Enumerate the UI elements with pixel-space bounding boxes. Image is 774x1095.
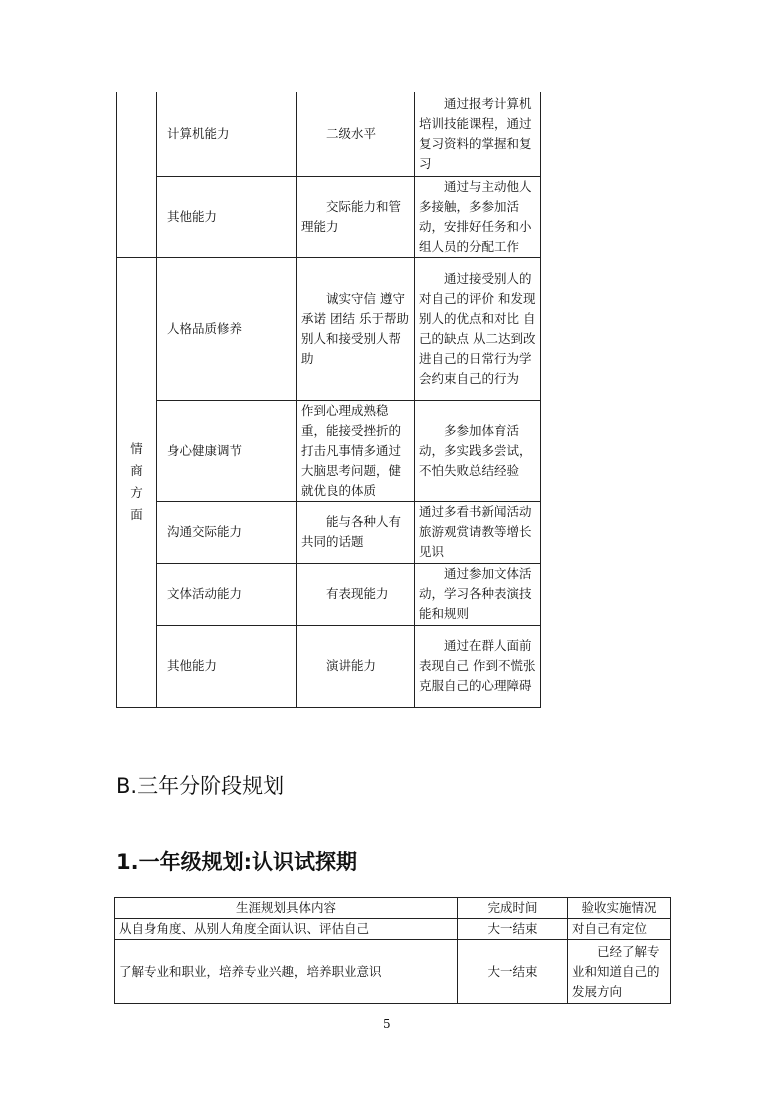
target-cell: 能与各种人有共同的话题 <box>297 501 415 563</box>
table-row <box>117 257 541 400</box>
target-cell: 作到心理成熟稳重，能接受挫折的打击凡事情多通过大脑思考问题，健就优良的体质 <box>297 400 415 501</box>
table-row <box>117 563 541 625</box>
check-cell: 已经了解专业和知道自己的发展方向 <box>568 940 671 1004</box>
method-cell: 通过接受别人的对自己的评价 和发现别人的优点和对比 自己的缺点 从二达到改进自己的日常行为学会约束自己的行为 <box>415 257 541 400</box>
category-cell <box>117 92 157 257</box>
item-cell: 计算机能力 <box>157 92 297 176</box>
content-cell: 了解专业和职业，培养专业兴趣，培养职业意识 <box>115 940 458 1004</box>
target-cell: 交际能力和管理能力 <box>297 176 415 257</box>
section-1-heading: 1.一年级规划:认识试探期 <box>116 850 357 874</box>
time-cell: 大一结束 <box>458 940 568 1004</box>
table-row <box>117 92 541 176</box>
category-label: 情商方面 <box>130 441 143 522</box>
column-header: 生涯规划具体内容 <box>115 898 458 919</box>
method-cell: 通过报考计算机培训技能课程，通过复习资料的掌握和复习 <box>415 92 541 176</box>
table-row <box>115 919 671 940</box>
target-cell: 诚实守信 遵守承诺 团结 乐于帮助别人和接受别人帮助 <box>297 257 415 400</box>
table-row <box>117 176 541 257</box>
item-cell: 其他能力 <box>157 176 297 257</box>
table-header-row <box>115 898 671 919</box>
item-cell: 文体活动能力 <box>157 563 297 625</box>
section-b-heading: B.三年分阶段规划 <box>116 774 285 798</box>
target-cell: 演讲能力 <box>297 625 415 707</box>
target-cell: 有表现能力 <box>297 563 415 625</box>
table-row <box>117 625 541 707</box>
item-cell: 身心健康调节 <box>157 400 297 501</box>
column-header: 验收实施情况 <box>568 898 671 919</box>
page-number: 5 <box>383 1017 391 1031</box>
check-cell: 对自己有定位 <box>568 919 671 940</box>
table-row <box>117 501 541 563</box>
plan-table <box>114 897 671 1004</box>
skills-table <box>116 92 541 708</box>
method-cell: 通过多看书新闻活动旅游观赏请教等增长见识 <box>415 501 541 563</box>
item-cell: 其他能力 <box>157 625 297 707</box>
table-row <box>117 400 541 501</box>
item-cell: 人格品质修养 <box>157 257 297 400</box>
content-cell: 从自身角度、从别人角度全面认识、评估自己 <box>115 919 458 940</box>
target-cell: 二级水平 <box>297 92 415 176</box>
item-cell: 沟通交际能力 <box>157 501 297 563</box>
table-row <box>115 940 671 1004</box>
method-cell: 多参加体育活动，多实践多尝试，不怕失败总结经验 <box>415 400 541 501</box>
method-cell: 通过在群人面前表现自己 作到不慌张 克服自己的心理障碍 <box>415 625 541 707</box>
time-cell: 大一结束 <box>458 919 568 940</box>
column-header: 完成时间 <box>458 898 568 919</box>
category-cell <box>117 257 157 707</box>
method-cell: 通过与主动他人多接触，多参加活动，安排好任务和小组人员的分配工作 <box>415 176 541 257</box>
method-cell: 通过参加文体活动，学习各种表演技能和规则 <box>415 563 541 625</box>
